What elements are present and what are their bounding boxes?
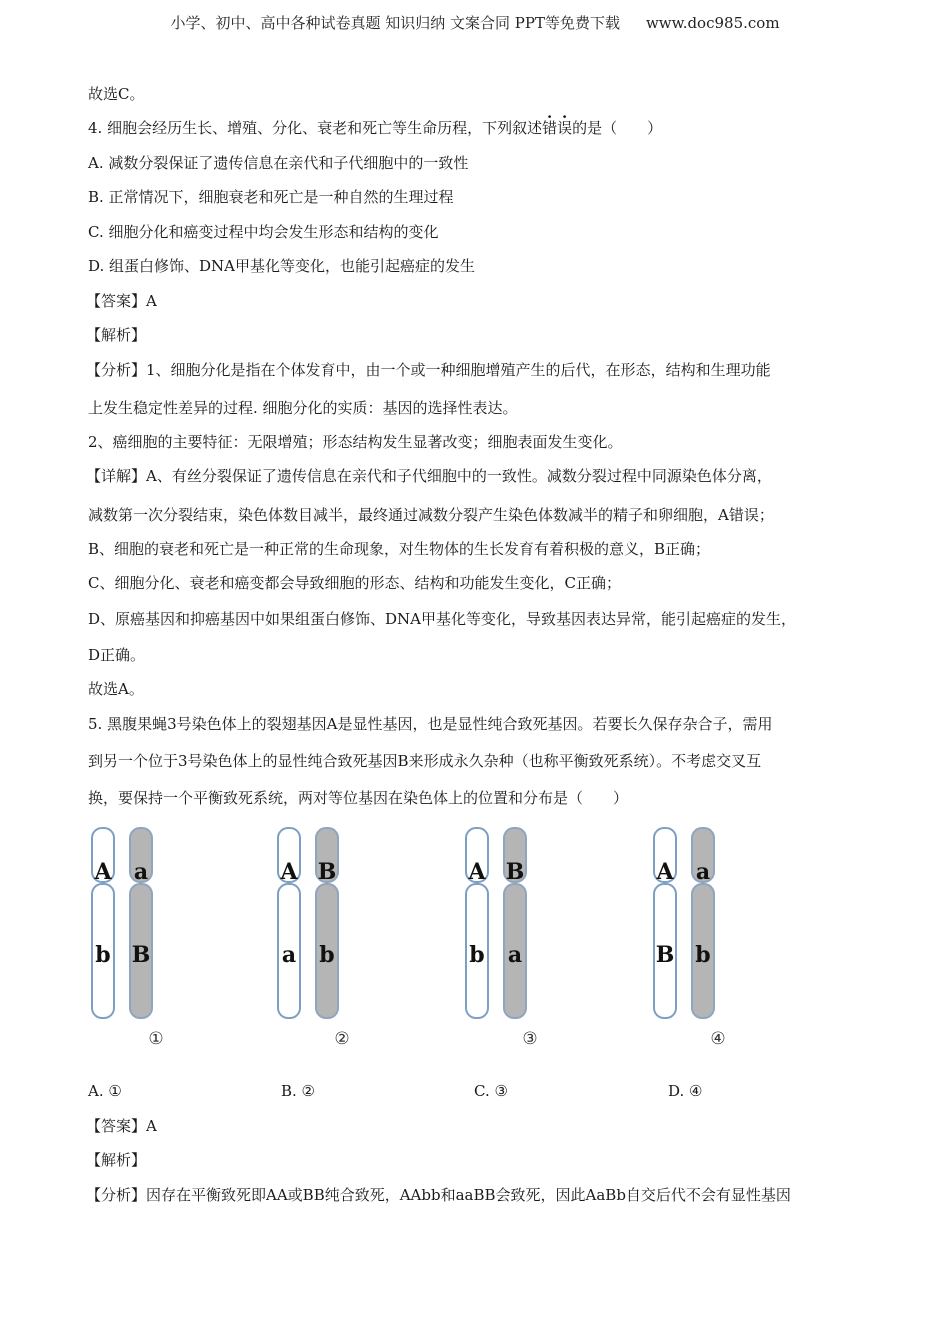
gene-label: A xyxy=(280,859,298,885)
q5-analysis-tag: 【解析】 xyxy=(86,1151,147,1169)
gene-label: A xyxy=(94,859,112,885)
diagram-number-label: ③ xyxy=(522,1029,538,1049)
q5-option-b: B. ② xyxy=(281,1082,316,1100)
q5-stem-1: 5. 黑腹果蝇3号染色体上的裂翅基因A是显性基因，也是显性纯合致死基因。若要长久保存杂合子，需用 xyxy=(88,715,773,733)
q4-xiangjie-3: B、细胞的衰老和死亡是一种正常的生命现象，对生物体的生长发育有着积极的意义，B正确； xyxy=(88,540,711,558)
q4-xiangjie-4: C、细胞分化、衰老和癌变都会导致细胞的形态、结构和功能发生变化，C正确； xyxy=(88,574,621,592)
q4-xiangjie-5: D、原癌基因和抑癌基因中如果组蛋白修饰、DNA甲基化等变化，导致基因表达异常，能引起癌症的发生， xyxy=(88,610,797,628)
q4-option-c: C. 细胞分化和癌变过程中均会发生形态和结构的变化 xyxy=(88,223,439,241)
q5-option-a: A. ① xyxy=(88,1082,122,1100)
emphasis-char: 错 xyxy=(542,119,558,137)
gene-label: b xyxy=(469,942,485,968)
q4-option-b: B. 正常情况下，细胞衰老和死亡是一种自然的生理过程 xyxy=(88,188,454,206)
header-left-text: 小学、初中、高中各种试卷真题 知识归纳 文案合同 PPT等免费下载 xyxy=(170,14,620,32)
chromosome-pair-3 xyxy=(466,828,538,1049)
chromosome-pair-2 xyxy=(278,828,350,1049)
q4-answer: 【答案】A xyxy=(86,292,157,310)
diagram-number-label: ① xyxy=(148,1029,164,1049)
gene-label: b xyxy=(319,942,335,968)
q3-conclusion: 故选C。 xyxy=(88,85,145,103)
q5-option-d: D. ④ xyxy=(668,1082,703,1100)
gene-label: B xyxy=(317,859,337,885)
q5-stem-2: 到另一个位于3号染色体上的显性纯合致死基因B来形成永久杂种（也称平衡致死系统）。不考虑交叉互 xyxy=(88,752,762,770)
q5-stem-3: 换，要保持一个平衡致死系统，两对等位基因在染色体上的位置和分布是（ ） xyxy=(88,789,629,807)
gene-label: b xyxy=(95,942,111,968)
gene-label: B xyxy=(505,859,525,885)
q4-xiangjie-6: D正确。 xyxy=(88,646,146,664)
chromosome-diagram xyxy=(80,822,800,1062)
q4-analysis-tag: 【解析】 xyxy=(86,326,147,344)
gene-label: a xyxy=(281,942,297,968)
q4-fenxi-1: 【分析】1、细胞分化是指在个体发育中，由一个或一种细胞增殖产生的后代，在形态，结构和生理功能 xyxy=(86,361,771,379)
q4-option-d: D. 组蛋白修饰、DNA甲基化等变化，也能引起癌症的发生 xyxy=(88,257,476,275)
diagram-number-label: ④ xyxy=(710,1029,726,1049)
diagram-number-label: ② xyxy=(334,1029,350,1049)
q4-stem: 4. 细胞会经历生长、增殖、分化、衰老和死亡等生命历程，下列叙述错误的是（ ） xyxy=(88,119,663,137)
gene-label: A xyxy=(468,859,486,885)
q4-fenxi-3: 2、癌细胞的主要特征：无限增殖；形态结构发生显著改变；细胞表面发生变化。 xyxy=(88,433,623,451)
gene-label: a xyxy=(133,859,149,885)
gene-label: a xyxy=(507,942,523,968)
chromosome-pair-1 xyxy=(92,828,164,1049)
q4-fenxi-2: 上发生稳定性差异的过程. 细胞分化的实质：基因的选择性表达。 xyxy=(88,399,518,417)
q4-xiangjie-2: 减数第一次分裂结束，染色体数目减半，最终通过减数分裂产生染色体数减半的精子和卵细胞，A错误； xyxy=(88,506,774,524)
q5-option-c: C. ③ xyxy=(474,1082,508,1100)
q4-conclusion: 故选A。 xyxy=(88,680,144,698)
header-url: www.doc985.com xyxy=(645,14,780,32)
q5-answer: 【答案】A xyxy=(86,1117,157,1135)
q5-fenxi-1: 【分析】因存在平衡致死即AA或BB纯合致死，AAbb和aaBB会致死，因此AaBb自交后代不会有显性基因 xyxy=(86,1186,791,1204)
chromosome-pair-4 xyxy=(654,828,726,1049)
gene-label: B xyxy=(655,942,675,968)
gene-label: B xyxy=(131,942,151,968)
gene-label: a xyxy=(695,859,711,885)
q4-xiangjie-1: 【详解】A、有丝分裂保证了遗传信息在亲代和子代细胞中的一致性。减数分裂过程中同源染色体分离， xyxy=(86,467,772,485)
page-header xyxy=(0,12,950,33)
gene-label: b xyxy=(695,942,711,968)
q4-option-a: A. 减数分裂保证了遗传信息在亲代和子代细胞中的一致性 xyxy=(88,154,469,172)
emphasis-char: 误 xyxy=(557,119,573,137)
gene-label: A xyxy=(656,859,674,885)
